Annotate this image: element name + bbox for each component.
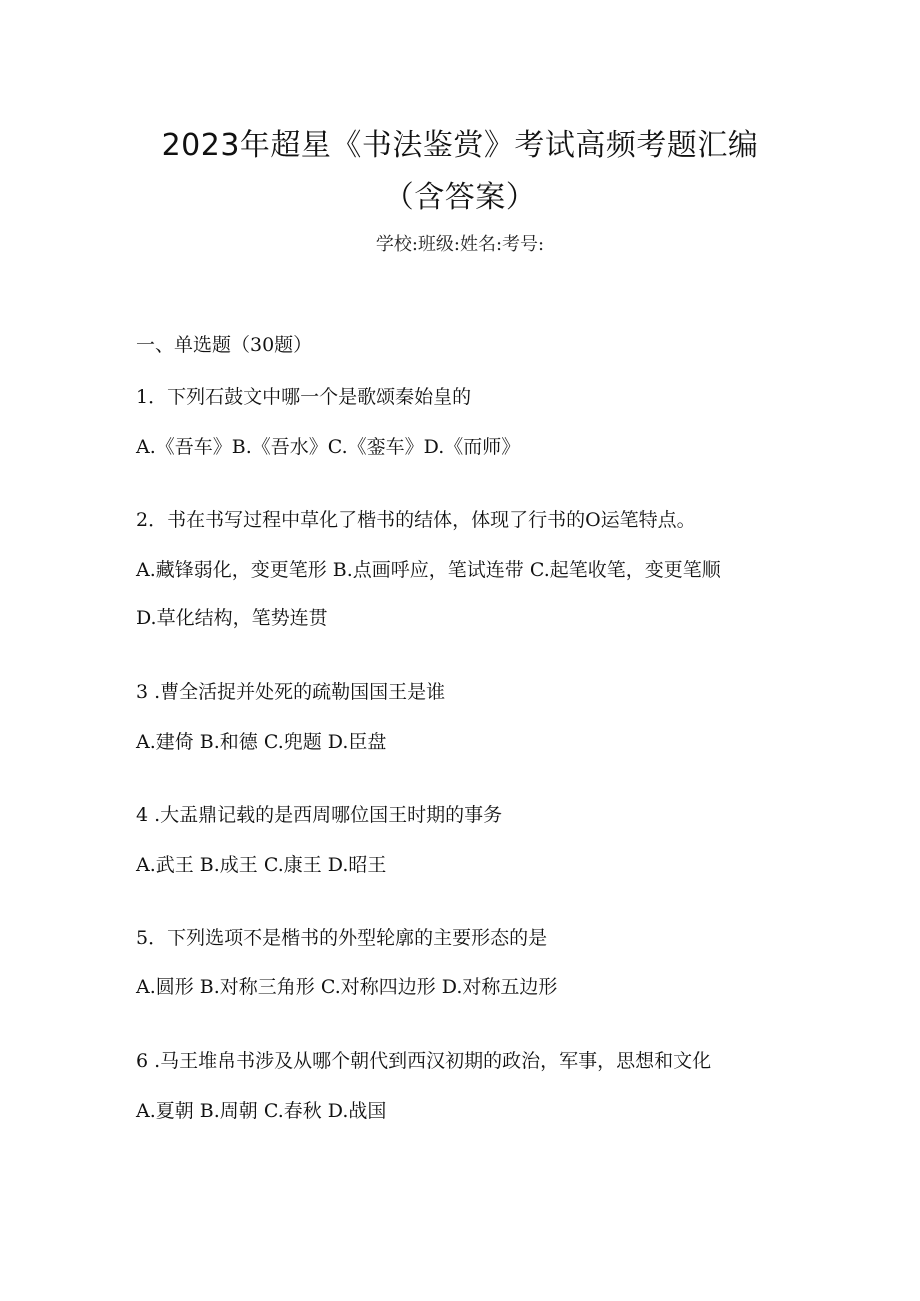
section-heading: 一、单选题（30题） — [136, 334, 313, 356]
question-2-options-line2: D.草化结构，笔势连贯 — [136, 607, 328, 629]
question-2-stem: 2．书在书写过程中草化了楷书的结体，体现了行书的O运笔特点。 — [136, 509, 696, 531]
question-5-stem: 5．下列选项不是楷书的外型轮廓的主要形态的是 — [136, 927, 548, 949]
question-6-options: A.夏朝 B.周朝 C.春秋 D.战国 — [136, 1100, 387, 1122]
question-1-stem: 1．下列石鼓文中哪一个是歌颂秦始皇的 — [136, 386, 472, 408]
question-6-stem: 6 .马王堆帛书涉及从哪个朝代到西汉初期的政治，军事，思想和文化 — [136, 1050, 712, 1072]
question-5-options: A.圆形 B.对称三角形 C.对称四边形 D.对称五边形 — [136, 976, 558, 998]
question-2-options-line1: A.藏锋弱化，变更笔形 B.点画呼应，笔试连带 C.起笔收笔，变更笔顺 — [136, 559, 721, 581]
question-4-options: A.武王 B.成王 C.康王 D.昭王 — [136, 854, 387, 876]
question-1-options: A.《吾车》B.《吾水》C.《銮车》D.《而师》 — [136, 436, 521, 458]
document-title-line1: 2023年超星《书法鉴赏》考试高频考题汇编 — [161, 128, 759, 163]
student-info-line: 学校:班级:姓名:考号: — [375, 234, 545, 255]
question-4-stem: 4 .大盂鼎记载的是西周哪位国王时期的事务 — [136, 804, 503, 826]
question-3-stem: 3 .曹全活捉并处死的疏勒国国王是谁 — [136, 681, 446, 703]
document-title-line2: （含答案） — [383, 180, 537, 215]
question-3-options: A.建倚 B.和德 C.兜题 D.臣盘 — [136, 731, 387, 753]
